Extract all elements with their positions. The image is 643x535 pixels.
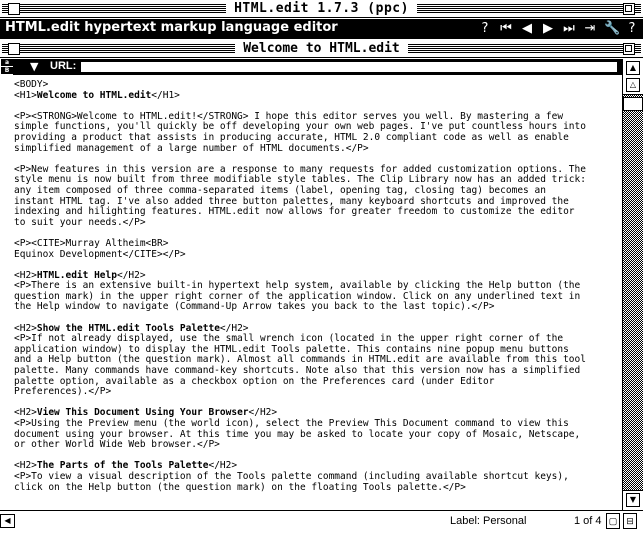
window-zoom-box[interactable] [623,3,635,15]
source-line[interactable]: Equinox Development</CITE></P> [14,248,186,260]
source-line[interactable]: <BODY> [14,79,49,90]
source-line[interactable]: <P>New features in this version are a response to many requests for added customization options. The [14,163,586,175]
editor-content[interactable] [0,76,622,510]
source-line[interactable]: style menu is now built from three modifiable style tables. The Clip Library now has an added trick: [14,174,586,186]
source-line[interactable]: simple functions, you'll quickly be off developing your own web pages. I've put countless hours into [14,121,586,133]
last-page-icon[interactable]: ⏭ [563,21,575,36]
scroll-track[interactable] [623,94,643,491]
source-line[interactable]: indexing and hilighting features. HTML.edit now allows for greater freedom to customize the editor [14,206,575,218]
jump-icon[interactable]: ⇥ [584,21,596,36]
source-line[interactable]: Preferences).</P> [14,386,112,398]
source-line[interactable]: palette. Many commands have command-key shortcuts. Note also that this version now has a simplified [14,365,581,377]
source-line[interactable]: application window) to display the HTML.edit Tools palette. This contains nine popup menu buttons [14,343,569,355]
document-title-bar[interactable] [0,40,643,58]
source-line[interactable]: <P>Using the Preview menu (the world icon), select the Preview This Document command to view this [14,418,569,429]
source-line[interactable]: document using your browser. At this time you may be asked to locate your copy of Mosaic, Netscape, [14,428,581,440]
label-status: Label: Personal [450,515,527,527]
first-page-icon[interactable]: ⏮ [500,21,512,36]
app-header [0,19,643,39]
url-bar [0,59,643,75]
source-text[interactable] [14,80,586,493]
scroll-up-arrow-icon[interactable]: ▲ [626,61,640,75]
scroll-down-arrow-icon[interactable]: ▼ [626,493,640,507]
scroll-up-alt-icon[interactable]: △ [626,78,640,92]
source-line[interactable]: <P>There is an extensive built-in hypertext help system, available by clicking the Help button (the [14,280,581,292]
vertical-scrollbar[interactable] [622,59,643,510]
source-line[interactable]: providing a product that assists in producing accurate, HTML 2.0 compliant code as well as enable [14,131,569,143]
source-line[interactable]: and a Help button (the question mark). Almost all commands in HTML.edit are available from this tool [14,354,586,366]
source-line[interactable]: <H2>View This Document Using Your Browser</H2> [14,407,278,419]
source-line[interactable]: <H2>Show the HTML.edit Tools Palette</H2> [14,322,249,334]
split-icon[interactable]: ⊟ [623,513,637,529]
page-indicator: 1 of 4 [574,515,602,527]
document-zoom-box[interactable] [623,43,635,55]
source-line[interactable]: <P>If not already displayed, use the small wrench icon (located in the upper right corner of the [14,333,564,345]
help-icon[interactable]: ? [481,21,489,36]
app-nav [478,20,639,38]
source-line[interactable]: click on the Help button (the question mark) on the floating Tools palette.</P> [14,481,466,493]
url-menu-arrow-icon[interactable]: ▼ [30,60,39,73]
url-label: URL: [50,60,77,72]
scroll-left-arrow-icon[interactable]: ◀ [0,514,15,528]
source-line[interactable]: <P><STRONG>Welcome to HTML.edit!</STRONG> I hope this editor serves you well. By mastering a few [14,110,564,122]
source-line[interactable]: <P><CITE>Murray Altheim<BR> [14,237,169,249]
source-line[interactable]: question mark) in the upper right corner of the application window. Click on any underlined text in [14,290,581,302]
source-line[interactable]: the Help window to navigate (Command-Up Arrow takes you back to the last topic).</P> [14,301,495,313]
source-line[interactable]: simplified management of a large number of HTML documents.</P> [14,142,369,154]
window-title: HTML.edit 1.7.3 (ppc) [226,1,417,16]
style-toggle-button[interactable] [0,59,14,75]
source-line[interactable]: palette option, available as a checkbox option on the Preferences card (under Editor [14,375,495,387]
source-line[interactable]: or other World Wide Web browser.</P> [14,439,220,451]
source-line[interactable]: <H2>HTML.edit Help</H2> [14,269,146,281]
document-title: Welcome to HTML.edit [235,41,408,56]
source-line[interactable]: <H1>Welcome to HTML.edit</H1> [14,89,180,101]
style-a-icon: a [1,59,13,66]
source-line[interactable]: any item composed of three comma-separated items (label, opening tag, closing tag) becomes an [14,184,546,196]
source-line[interactable]: instant HTML tag. I've also added three button palettes, many keyboard shortcuts and improved the [14,195,569,207]
wrench-icon[interactable]: 🔧 [604,21,621,36]
style-b-icon: B [1,67,13,74]
next-page-icon[interactable]: ▶ [543,21,553,36]
scroll-thumb[interactable] [623,97,643,111]
source-line[interactable]: to suit your needs.</P> [14,216,146,228]
app-title: HTML.edit hypertext markup language editor [5,20,338,35]
new-card-icon[interactable]: ▢ [606,513,620,529]
question-icon[interactable]: ? [628,21,636,36]
window-title-bar[interactable] [0,0,643,18]
previous-page-icon[interactable]: ◀ [522,21,532,36]
status-bar [0,510,643,535]
source-line[interactable]: <P>To view a visual description of the Tools palette command (including available shortcut keys), [14,470,569,482]
source-line[interactable]: <H2>The Parts of the Tools Palette</H2> [14,460,238,472]
url-input[interactable] [80,61,618,73]
